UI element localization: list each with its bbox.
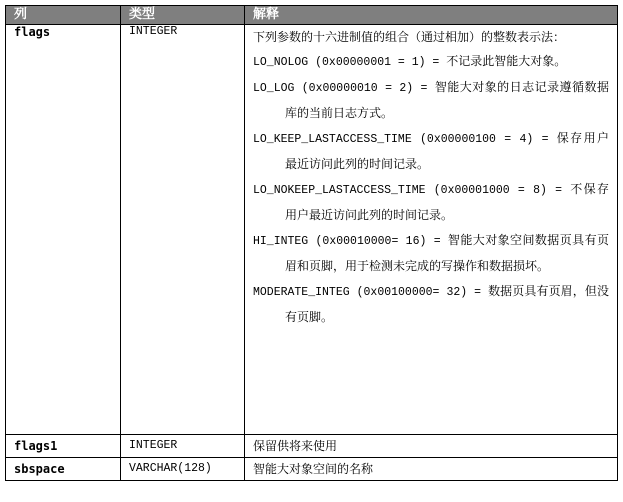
table-row-flags	[6, 25, 618, 435]
column-description: 智能大对象空间的名称	[245, 458, 618, 481]
header-description: 解释	[245, 6, 618, 25]
table-row-flags1	[6, 435, 618, 458]
flag-item-nokeep-lastaccess: LO_NOKEEP_LASTACCESS_TIME (0x00001000 = 8) = 不保存用户最近访问此列的时间记录。	[253, 182, 609, 222]
column-description-table	[5, 5, 618, 481]
flag-item-hi-integ: HI_INTEG (0x00010000= 16) = 智能大对象空间数据页具有页眉和页脚，用于检测未完成的写操作和数据损坏。	[253, 233, 609, 273]
header-type: 类型	[121, 6, 245, 25]
table-row-sbspace	[6, 458, 618, 481]
header-column: 列	[6, 6, 121, 25]
flag-item-keep-lastaccess: LO_KEEP_LASTACCESS_TIME (0x00000100 = 4) = 保存用户最近访问此列的时间记录。	[253, 131, 609, 171]
flag-item-moderate-integ: MODERATE_INTEG (0x00100000= 32) = 数据页具有页眉，但没有页脚。	[253, 284, 609, 324]
column-type: INTEGER	[121, 25, 245, 435]
header-row	[6, 6, 618, 25]
flag-item-lo-log: LO_LOG (0x00000010 = 2) = 智能大对象的日志记录遵循数据库的当前日志方式。	[253, 80, 609, 120]
column-type: INTEGER	[121, 435, 245, 458]
column-name: sbspace	[6, 458, 121, 481]
description-intro: 下列参数的十六进制值的组合（通过相加）的整数表示法：	[253, 30, 566, 44]
column-description	[245, 25, 618, 435]
column-type: VARCHAR(128)	[121, 458, 245, 481]
flag-item-lo-nolog: LO_NOLOG (0x00000001 = 1) = 不记录此智能大对象。	[253, 54, 567, 69]
column-name: flags1	[6, 435, 121, 458]
column-description: 保留供将来使用	[245, 435, 618, 458]
column-name: flags	[6, 25, 121, 435]
